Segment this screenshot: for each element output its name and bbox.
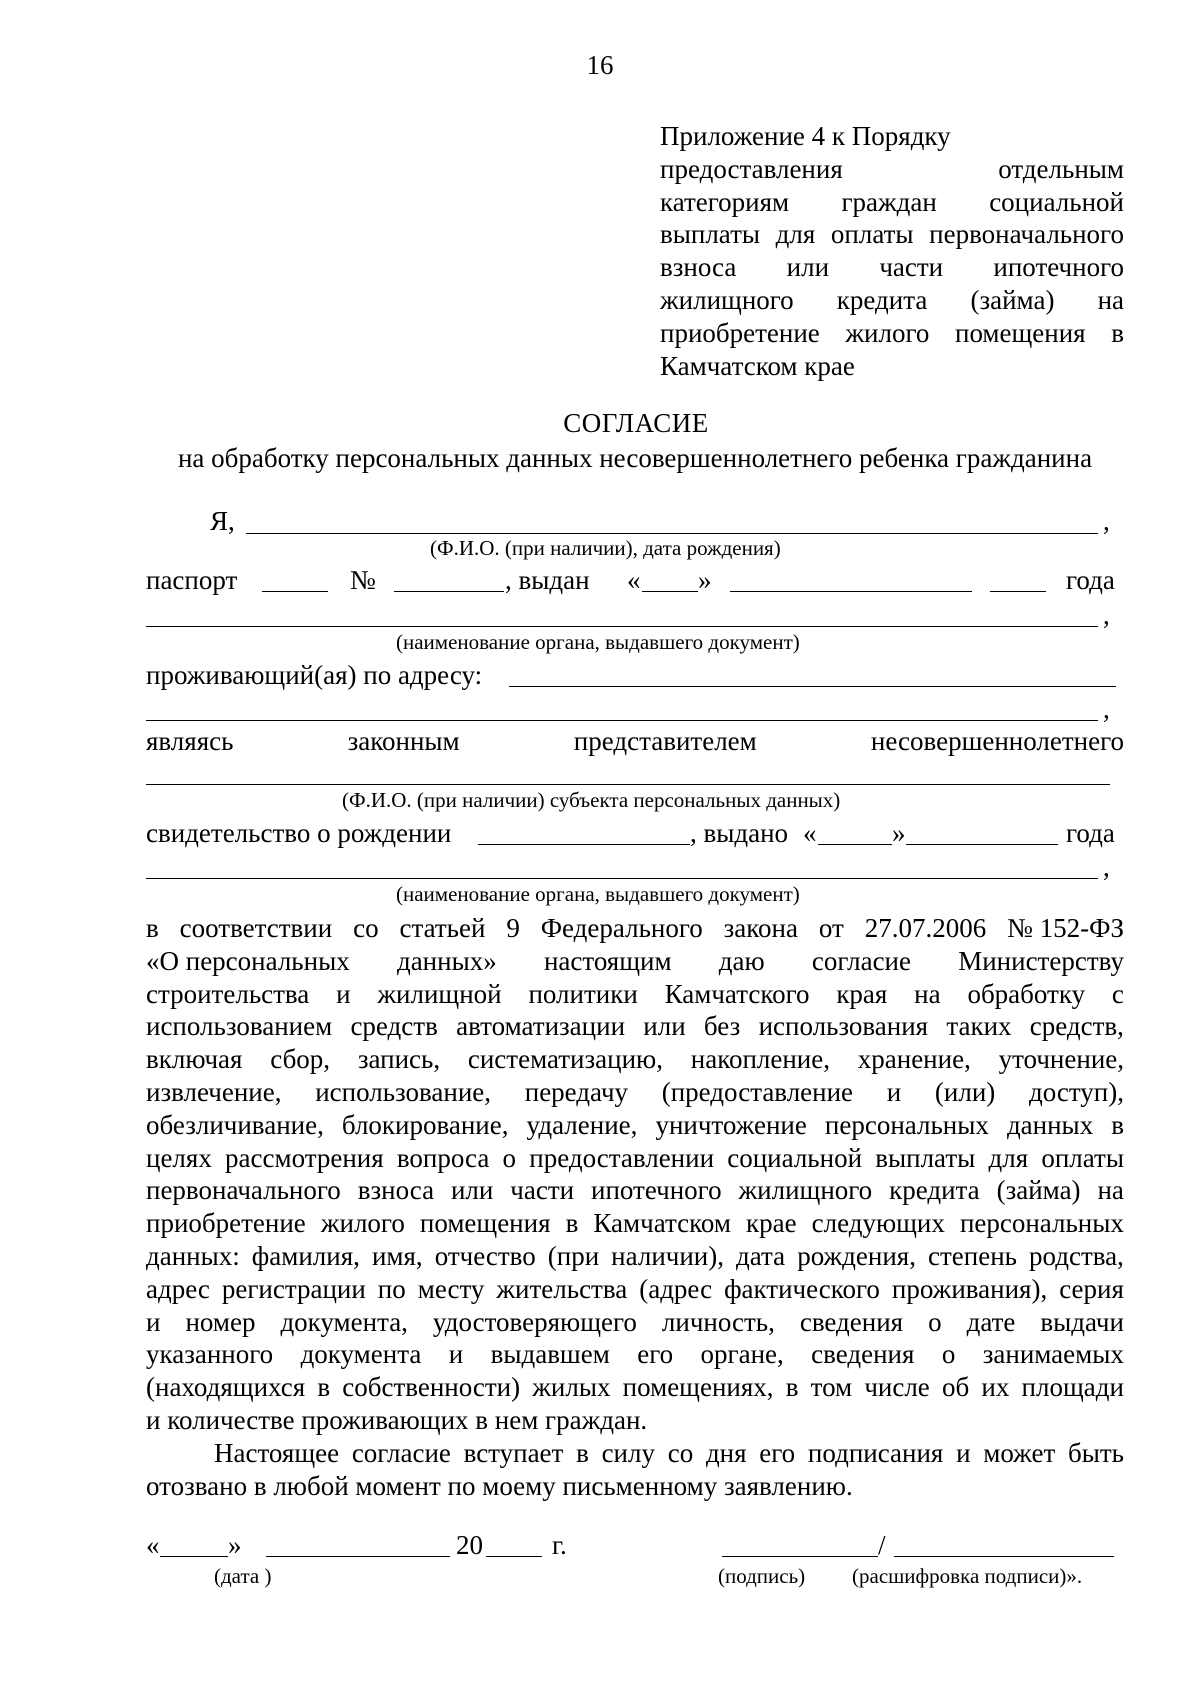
word: занимаемых: [982, 1339, 1124, 1370]
word: данных»: [396, 945, 497, 976]
word: кредита: [836, 284, 928, 315]
word: выплаты: [875, 1142, 976, 1173]
word: доступ),: [1028, 1076, 1124, 1107]
subject-caption: (Ф.И.О. (при наличии) субъекта персональных данных): [342, 788, 841, 812]
quote-close: »: [892, 818, 906, 848]
word: вопроса: [396, 1142, 490, 1173]
word: оплаты: [830, 219, 914, 250]
word: статьей: [399, 913, 486, 943]
word: обезличивание,: [146, 1109, 324, 1140]
word: социальной: [727, 1142, 863, 1173]
word: Камчатского: [664, 978, 810, 1009]
word: на: [914, 978, 941, 1009]
word: о: [502, 1142, 517, 1173]
word: взноса: [660, 252, 737, 283]
signature-decoding-line[interactable]: [894, 1556, 1114, 1557]
word: для: [988, 1142, 1029, 1173]
passport-series-line[interactable]: [262, 591, 328, 592]
word: и: [886, 1076, 902, 1107]
word: быть: [1067, 1438, 1124, 1468]
quote-close: »: [698, 565, 712, 595]
word: силу: [601, 1438, 655, 1468]
year-prefix: 20: [456, 1530, 483, 1560]
text-line: [146, 1371, 1124, 1404]
text-line: [146, 1207, 1124, 1240]
birth-certificate-organ-line[interactable]: [146, 878, 1098, 879]
word: собственности): [342, 1372, 521, 1403]
word: серия: [1059, 1273, 1124, 1304]
text-line: [146, 912, 1124, 945]
comma: ,: [1103, 600, 1110, 630]
word: обработку: [967, 978, 1086, 1009]
word: в: [1111, 1109, 1124, 1140]
word: и: [448, 1339, 464, 1370]
word: от: [818, 913, 844, 943]
text-line: [660, 251, 1124, 284]
year-suffix: г.: [552, 1530, 567, 1560]
word: его: [759, 1438, 796, 1468]
word: жительства: [496, 1273, 628, 1304]
text-line: [660, 284, 1124, 317]
word: сбор,: [270, 1044, 331, 1075]
text-line: [146, 1076, 1124, 1109]
address-continuation-line[interactable]: [146, 720, 1098, 721]
text-line: [146, 978, 1124, 1011]
word: персональных: [824, 1109, 989, 1140]
word: Камчатском крае: [660, 350, 855, 381]
comma: ,: [1103, 694, 1110, 724]
word: родства,: [1029, 1240, 1124, 1271]
org-caption: (наименование органа, выдавшего документ): [396, 630, 800, 654]
word: Настоящее: [214, 1438, 340, 1468]
word: может: [983, 1438, 1056, 1468]
fio-field-line[interactable]: [246, 533, 1098, 534]
word: даю: [718, 945, 765, 976]
fio-caption: (Ф.И.О. (при наличии), дата рождения): [430, 536, 781, 560]
word: (находящихся: [146, 1372, 306, 1403]
word: извлечение,: [146, 1076, 282, 1107]
sign-caption: (подпись): [718, 1564, 806, 1588]
word: 9: [506, 913, 520, 943]
word: политики: [528, 978, 638, 1009]
word: рождения,: [797, 1240, 916, 1271]
word: фамилия,: [251, 1240, 360, 1271]
word: или: [786, 252, 830, 283]
word: категориям: [660, 186, 790, 217]
word: документа: [300, 1339, 422, 1370]
sign-year-line[interactable]: [486, 1556, 542, 1557]
word: наличии),: [611, 1240, 724, 1271]
word: дате: [966, 1306, 1016, 1337]
year-word: года: [1066, 565, 1115, 595]
text-line: [146, 1142, 1124, 1175]
word: выдавшем: [490, 1339, 610, 1370]
word: (предоставление: [661, 1076, 854, 1107]
word: адрес: [146, 1273, 210, 1304]
birth-certificate-month-line[interactable]: [906, 844, 1058, 845]
word: о: [941, 1339, 956, 1370]
text-line: [660, 120, 1124, 153]
issued-n-label: , выдано: [690, 818, 789, 848]
passport-year-line[interactable]: [990, 591, 1046, 592]
word: проживания),: [891, 1273, 1048, 1304]
word: кредита: [889, 1175, 980, 1206]
birth-certificate-number-line[interactable]: [478, 844, 690, 845]
word: уточнение,: [998, 1044, 1124, 1075]
word: помещениях,: [622, 1372, 774, 1403]
word: регистрации: [221, 1273, 366, 1304]
word: с: [1111, 978, 1124, 1009]
ya-label: Я,: [210, 506, 235, 536]
consent-body-text: [146, 912, 1124, 1437]
word: без: [703, 1011, 741, 1042]
document-subtitle: на обработку персональных данных несовершеннолетнего ребенка гражданина: [177, 443, 1093, 473]
word: жилого: [320, 1208, 405, 1239]
word: в: [565, 1208, 579, 1239]
slash: /: [878, 1530, 886, 1560]
word: по: [377, 1273, 406, 1304]
word: дня: [705, 1438, 747, 1468]
word: месту: [417, 1273, 485, 1304]
word: «О персональных: [146, 945, 350, 976]
word: 27.07.2006: [864, 913, 987, 943]
word: граждан: [841, 186, 937, 217]
document-title: СОГЛАСИЕ: [563, 408, 709, 438]
issued-label: , выдан: [505, 565, 590, 595]
word: Камчатском: [593, 1208, 731, 1239]
passport-label: паспорт: [146, 565, 238, 595]
appendix-header: [660, 120, 1124, 382]
word: со: [667, 1438, 694, 1468]
word: соответствии: [179, 913, 333, 943]
text-line: [146, 1338, 1124, 1371]
word: числе: [864, 1372, 930, 1403]
word: Федерального: [540, 913, 703, 943]
word: органе,: [700, 1339, 784, 1370]
text-line: [146, 1273, 1124, 1306]
word: в: [1111, 317, 1124, 348]
word: накопление,: [690, 1044, 830, 1075]
word: их: [981, 1372, 1010, 1403]
word: и количестве проживающих в нем граждан.: [146, 1404, 648, 1435]
quote-open: «: [803, 818, 817, 848]
representative-line: [146, 728, 1124, 755]
date-caption: (дата ): [214, 1564, 272, 1588]
word: закона: [723, 913, 798, 943]
word: жилищного: [738, 1175, 873, 1206]
word: края: [836, 978, 888, 1009]
word: предоставления: [660, 153, 843, 184]
word: уничтожение: [655, 1109, 807, 1140]
word: данных: [1006, 1109, 1094, 1140]
word: фактического: [724, 1273, 880, 1304]
quote-open: «: [627, 565, 641, 595]
word: степень: [928, 1240, 1017, 1271]
word: оплаты: [1041, 1142, 1124, 1173]
text-line: [146, 1043, 1124, 1076]
text-line: [146, 1010, 1124, 1043]
word: строительства: [146, 978, 310, 1009]
subject-fio-line[interactable]: [146, 784, 1110, 785]
closing-line: [146, 1437, 1124, 1470]
word: следующих: [811, 1208, 945, 1239]
word: площади: [1021, 1372, 1124, 1403]
text-line: [660, 186, 1124, 219]
word: использованием: [146, 1011, 333, 1042]
word: предоставлении: [529, 1142, 715, 1173]
word: таких: [946, 1011, 1012, 1042]
word: передачу: [524, 1076, 629, 1107]
word: в: [785, 1372, 799, 1403]
passport-month-line[interactable]: [730, 591, 972, 592]
passport-day-line[interactable]: [642, 591, 698, 592]
word: первоначального: [146, 1175, 341, 1206]
word: удаление,: [526, 1109, 638, 1140]
word: (займа): [996, 1175, 1081, 1206]
word: являясь: [146, 726, 234, 756]
word: в: [317, 1372, 331, 1403]
year-word: года: [1066, 818, 1115, 848]
word: на: [1097, 1175, 1124, 1206]
word: согласие: [811, 945, 911, 976]
word: несовершеннолетнего: [870, 726, 1124, 756]
word: и: [336, 978, 351, 1009]
word: сведения: [811, 1339, 915, 1370]
word: для: [775, 219, 816, 250]
address-label: проживающий(ая) по адресу:: [146, 660, 483, 690]
word: рассмотрения: [225, 1142, 384, 1173]
word: хранение,: [857, 1044, 971, 1075]
address-line[interactable]: [509, 686, 1116, 687]
word: социальной: [989, 186, 1124, 217]
word: дата: [736, 1240, 786, 1271]
org-caption: (наименование органа, выдавшего документ): [396, 882, 800, 906]
page-number: 16: [586, 50, 614, 80]
word: блокирование,: [341, 1109, 509, 1140]
word: крае: [745, 1208, 797, 1239]
word: включая: [146, 1044, 243, 1075]
word: (при: [547, 1240, 600, 1271]
closing-paragraph: [146, 1437, 1124, 1503]
issuing-organ-line[interactable]: [146, 626, 1098, 627]
quote-close: »: [228, 1530, 242, 1560]
word: целях: [146, 1142, 212, 1173]
birth-certificate-label: свидетельство о рождении: [146, 818, 452, 848]
word: о: [928, 1306, 942, 1337]
word: средств: [350, 1011, 438, 1042]
word: систематизацию,: [467, 1044, 663, 1075]
text-line: [146, 945, 1124, 978]
text-line: [146, 1109, 1124, 1142]
word: об: [941, 1372, 970, 1403]
word: приобретение: [146, 1208, 306, 1239]
sign-month-line[interactable]: [266, 1556, 450, 1557]
word: помещения: [419, 1208, 551, 1239]
word: его: [637, 1339, 674, 1370]
word: данных:: [146, 1240, 240, 1271]
decode-caption: (расшифровка подписи)».: [852, 1564, 1083, 1588]
quote-open: «: [146, 1530, 160, 1560]
word: запись,: [357, 1044, 441, 1075]
passport-number-line[interactable]: [394, 591, 504, 592]
closing-line: отозвано в любой момент по моему письменному заявлению.: [146, 1470, 853, 1501]
word: вступает: [463, 1438, 564, 1468]
word: (займа): [970, 284, 1055, 315]
word: сведения: [799, 1306, 904, 1337]
word: со: [353, 913, 379, 943]
text-line: [146, 1174, 1124, 1207]
comma: ,: [1103, 852, 1110, 882]
word: (или): [934, 1076, 996, 1107]
word: согласие: [351, 1438, 451, 1468]
word: или: [643, 1011, 686, 1042]
word: жилищной: [377, 978, 502, 1009]
word: Приложение 4 к Порядку: [660, 121, 951, 151]
word: ипотечного: [993, 252, 1124, 283]
text-line: [146, 1404, 1124, 1437]
word: ипотечного: [591, 1175, 722, 1206]
word: том: [810, 1372, 853, 1403]
word: жилищного: [660, 284, 794, 315]
sign-day-line[interactable]: [160, 1556, 228, 1557]
word: части: [510, 1175, 575, 1206]
text-line: [660, 153, 1124, 186]
word: в: [576, 1438, 589, 1468]
word: приобретение: [660, 317, 820, 348]
word: настоящим: [543, 945, 672, 976]
text-line: [146, 1306, 1124, 1339]
word: личность,: [661, 1306, 775, 1337]
word: имя,: [371, 1240, 423, 1271]
word: жилого: [845, 317, 930, 348]
word: (адрес: [639, 1273, 713, 1304]
word: помещения: [955, 317, 1086, 348]
text-line: [660, 218, 1124, 251]
word: номер: [185, 1306, 256, 1337]
word: законным: [347, 726, 460, 756]
word: подписания: [807, 1438, 944, 1468]
word: выдачи: [1040, 1306, 1124, 1337]
word: отчество: [434, 1240, 536, 1271]
birth-certificate-day-line[interactable]: [818, 844, 892, 845]
word: на: [1097, 284, 1124, 315]
word: автоматизации: [456, 1011, 626, 1042]
word: и: [146, 1306, 161, 1337]
word: удостоверяющего: [432, 1306, 637, 1337]
word: использование,: [315, 1076, 492, 1107]
signature-line[interactable]: [722, 1556, 878, 1557]
word: представителем: [573, 726, 757, 756]
word: и: [956, 1438, 971, 1468]
comma: ,: [1103, 506, 1110, 536]
word: Министерству: [958, 945, 1124, 976]
word: первоначального: [929, 219, 1124, 250]
word: указанного: [146, 1339, 274, 1370]
word: жилых: [532, 1372, 611, 1403]
word: отдельным: [998, 153, 1124, 184]
word: № 152-ФЗ: [1007, 913, 1124, 943]
word: персональных: [959, 1208, 1124, 1239]
word: взноса: [357, 1175, 435, 1206]
word: части: [879, 252, 944, 283]
text-line: [660, 350, 1124, 383]
number-sign: №: [350, 565, 376, 595]
word: использования: [758, 1011, 929, 1042]
word: в: [146, 913, 159, 943]
word: документа,: [280, 1306, 408, 1337]
text-line: [146, 1240, 1124, 1273]
word: средств,: [1029, 1011, 1124, 1042]
word: выплаты: [660, 219, 761, 250]
word: или: [450, 1175, 494, 1206]
text-line: [660, 317, 1124, 350]
